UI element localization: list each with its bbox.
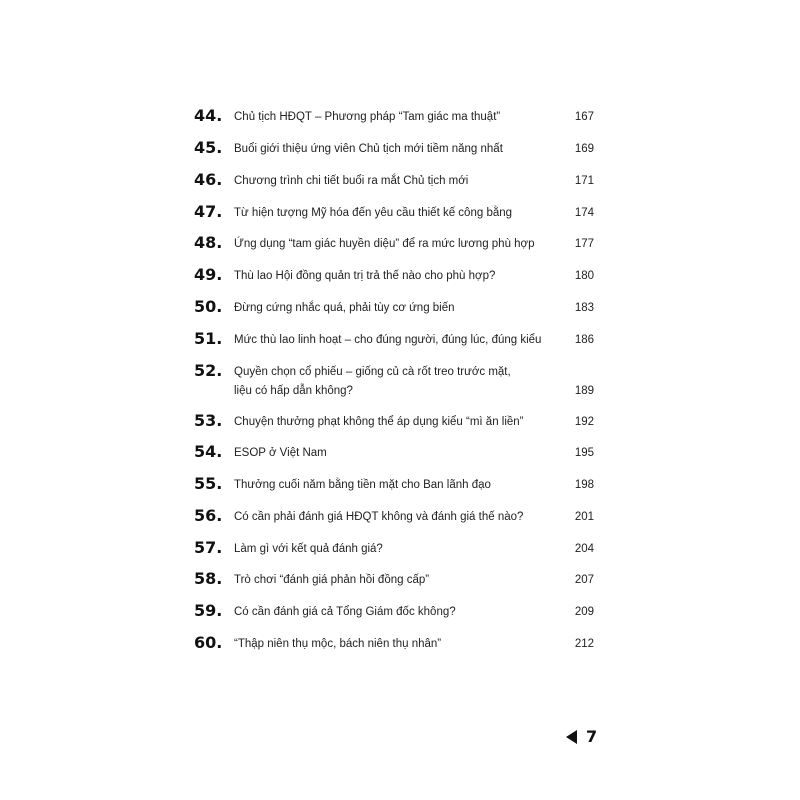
- entry-number: 60.: [194, 633, 223, 652]
- entry-page: 198: [574, 479, 594, 491]
- entry-title: Thưởng cuối năm bằng tiền mặt cho Ban lãnh đạo: [234, 479, 491, 491]
- entry-title: Chương trình chi tiết buổi ra mắt Chủ tịch mới: [234, 175, 469, 187]
- dot-leader: [328, 446, 574, 456]
- entry-number: 52.: [194, 361, 223, 380]
- entry-title: Chủ tịch HĐQT – Phương pháp “Tam giác ma thuật”: [234, 111, 501, 123]
- page-number: 7: [586, 727, 598, 746]
- entry-page: 167: [574, 111, 594, 123]
- entry-title-line1: Quyền chọn cổ phiếu – giống củ cà rốt treo trước mặt,: [234, 366, 511, 378]
- dot-leader: [504, 142, 574, 152]
- dot-leader: [442, 637, 574, 647]
- dot-leader: [525, 415, 574, 425]
- entry-title: “Thập niên thụ mộc, bách niên thụ nhân”: [234, 638, 442, 650]
- dot-leader: [542, 333, 573, 343]
- entry-number: 56.: [194, 506, 223, 525]
- dot-leader: [513, 206, 574, 216]
- entry-page: 174: [574, 207, 594, 219]
- entry-title: Từ hiện tượng Mỹ hóa đến yêu cầu thiết kế công bằng: [234, 207, 513, 219]
- entry-number: 54.: [194, 442, 223, 461]
- entry-number: 45.: [194, 138, 223, 157]
- entry-number: 47.: [194, 202, 223, 221]
- entry-page: 171: [574, 175, 594, 187]
- entry-page: 189: [574, 385, 594, 397]
- entry-page: 186: [574, 334, 594, 346]
- triangle-left-icon: [566, 730, 577, 744]
- entry-number: 49.: [194, 265, 223, 284]
- entry-number: 55.: [194, 474, 223, 493]
- entry-page: 192: [574, 416, 594, 428]
- entry-number: 51.: [194, 329, 223, 348]
- entry-title: ESOP ở Việt Nam: [234, 447, 327, 459]
- dot-leader: [430, 573, 574, 583]
- entry-title: Trò chơi “đánh giá phản hồi đồng cấp”: [234, 574, 430, 586]
- entry-page: 169: [574, 143, 594, 155]
- entry-title: Đừng cứng nhắc quá, phải tùy cơ ứng biến: [234, 302, 455, 314]
- entry-title: Thù lao Hội đồng quản trị trả thế nào cho phù hợp?: [234, 270, 496, 282]
- entry-number: 48.: [194, 233, 223, 252]
- entry-page: 204: [574, 543, 594, 555]
- entry-number: 46.: [194, 170, 223, 189]
- dot-leader: [524, 510, 573, 520]
- entry-title: liệu có hấp dẫn không?: [234, 385, 353, 397]
- entry-title: Mức thù lao linh hoạt – cho đúng người, đúng lúc, đúng kiểu: [234, 334, 542, 346]
- dot-leader: [384, 542, 574, 552]
- entry-number: 50.: [194, 297, 223, 316]
- dot-leader: [501, 110, 574, 120]
- entry-title: Có cần đánh giá cả Tổng Giám đốc không?: [234, 606, 456, 618]
- entry-title: Buổi giới thiệu ứng viên Chủ tịch mới tiềm năng nhất: [234, 143, 503, 155]
- dot-leader: [457, 605, 574, 615]
- entry-number: 53.: [194, 411, 223, 430]
- dot-leader: [456, 301, 574, 311]
- entry-number: 58.: [194, 569, 223, 588]
- entry-title: Chuyện thưởng phạt không thể áp dụng kiểu “mì ăn liền”: [234, 416, 524, 428]
- entry-title: Ứng dụng “tam giác huyền diệu” để ra mức lương phù hợp: [234, 238, 535, 250]
- entry-page: 183: [574, 302, 594, 314]
- entry-page: 180: [574, 270, 594, 282]
- entry-number: 44.: [194, 106, 223, 125]
- entry-title: Làm gì với kết quả đánh giá?: [234, 543, 383, 555]
- entry-number: 59.: [194, 601, 223, 620]
- dot-leader: [496, 269, 573, 279]
- entry-page: 207: [574, 574, 594, 586]
- entry-page: 177: [574, 238, 594, 250]
- dot-leader: [536, 237, 574, 247]
- dot-leader: [492, 478, 574, 488]
- entry-page: 212: [574, 638, 594, 650]
- entry-page: 195: [574, 447, 594, 459]
- dot-leader: [469, 174, 573, 184]
- entry-page: 201: [574, 511, 594, 523]
- entry-page: 209: [574, 606, 594, 618]
- entry-title: Có cần phải đánh giá HĐQT không và đánh giá thế nào?: [234, 511, 524, 523]
- entry-number: 57.: [194, 538, 223, 557]
- dot-leader: [354, 384, 574, 394]
